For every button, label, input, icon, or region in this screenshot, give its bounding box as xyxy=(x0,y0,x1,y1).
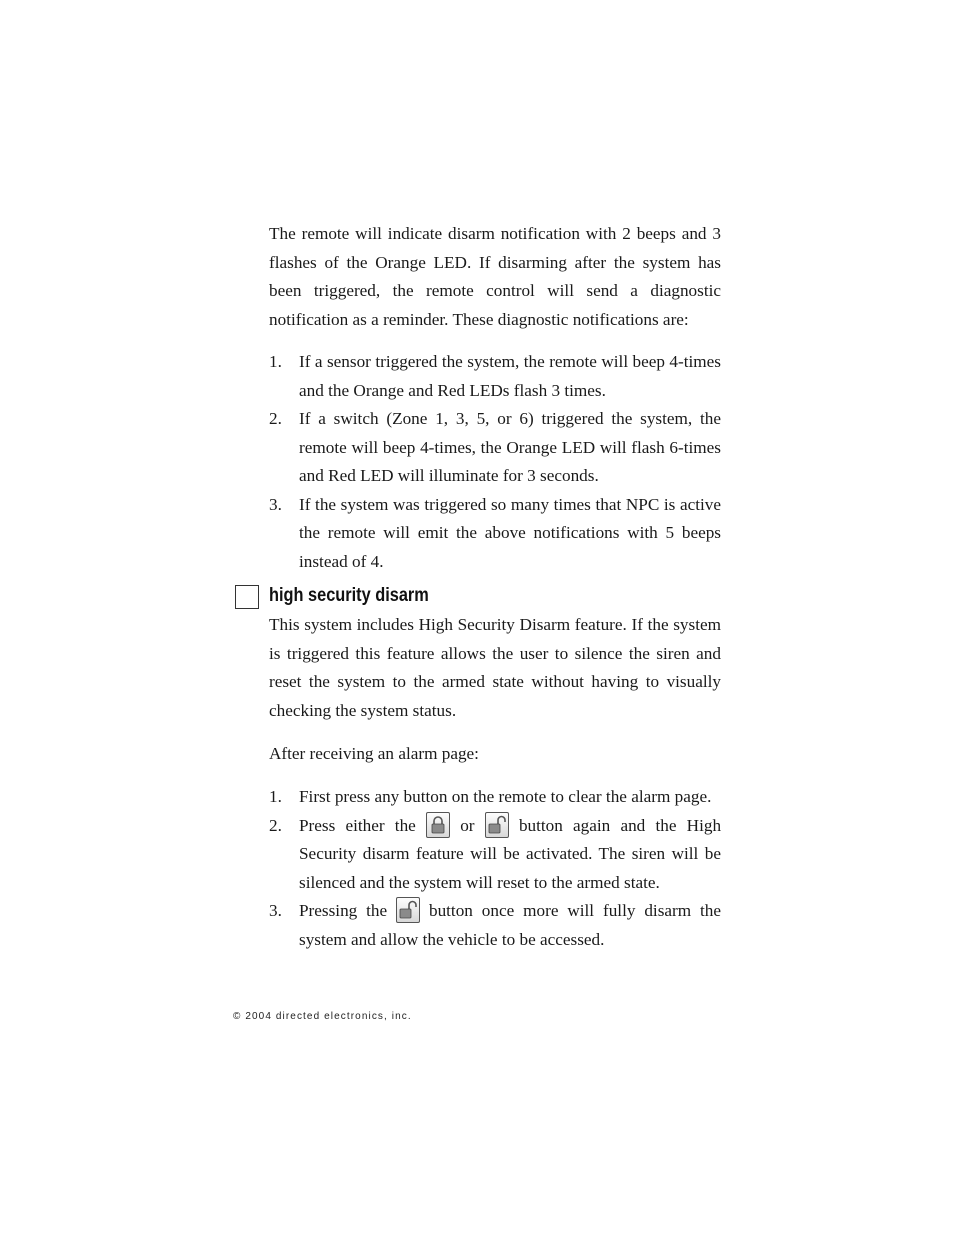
steps-list-block xyxy=(269,783,721,954)
list-item xyxy=(269,405,721,491)
section-title: high security disarm xyxy=(269,585,429,606)
list-number: 1. xyxy=(269,787,282,806)
list-text: or xyxy=(460,815,475,835)
copyright-footer: © 2004 directed electronics, inc. xyxy=(233,1011,412,1022)
lock-icon xyxy=(426,812,450,838)
list-number: 2. xyxy=(269,409,282,428)
section-paragraph: This system includes High Security Disarm feature. If the system is triggered this feature allows the user to silence the siren and reset the system to the armed state without having to visually checking the system status. xyxy=(269,615,721,720)
diagnostics-list xyxy=(269,348,721,576)
list-item xyxy=(269,783,721,812)
list-item xyxy=(269,897,721,954)
list-number: 3. xyxy=(269,901,282,920)
list-number: 2. xyxy=(269,815,282,835)
list-text: Pressing the xyxy=(299,901,388,920)
after-label-block xyxy=(269,740,721,769)
list-item xyxy=(269,491,721,577)
list-text: If the system was triggered so many times that NPC is active the remote will emit the above notifications with 5 beeps instead of 4. xyxy=(299,494,721,571)
list-text: First press any button on the remote to clear the alarm page. xyxy=(299,787,712,806)
section-block xyxy=(269,611,721,725)
after-label: After receiving an alarm page: xyxy=(269,744,479,763)
intro-paragraph: The remote will indicate disarm notification with 2 beeps and 3 flashes of the Orange LED. If disarming after the system has been triggered, the remote control will send a diagnostic notification as a reminder. These diagnostic notifications are: xyxy=(269,224,721,329)
list-item xyxy=(269,348,721,405)
list-text: If a switch (Zone 1, 3, 5, or 6) triggered the system, the remote will beep 4-times, the Orange LED will flash 6-times and Red LED will illuminate for 3 seconds. xyxy=(299,409,721,485)
unlock-icon xyxy=(396,897,420,923)
unlock-icon xyxy=(485,812,509,838)
list-text: Press either the xyxy=(299,815,416,835)
list-number: 3. xyxy=(269,494,282,514)
list-number: 1. xyxy=(269,352,282,371)
diagnostics-list-block xyxy=(269,348,721,576)
list-item xyxy=(269,812,721,898)
list-text: button again and the High Security disarm feature will be activated. The siren will be silenced and the system will reset to the armed state. xyxy=(299,815,722,892)
section-checkbox-icon xyxy=(235,585,259,609)
list-text: If a sensor triggered the system, the remote will beep 4-times and the Orange and Red LEDs flash 3 times. xyxy=(299,352,721,400)
list-text: button once more will fully disarm the system and allow the vehicle to be accessed. xyxy=(299,901,722,949)
intro-block xyxy=(269,220,721,334)
steps-list xyxy=(269,783,721,954)
